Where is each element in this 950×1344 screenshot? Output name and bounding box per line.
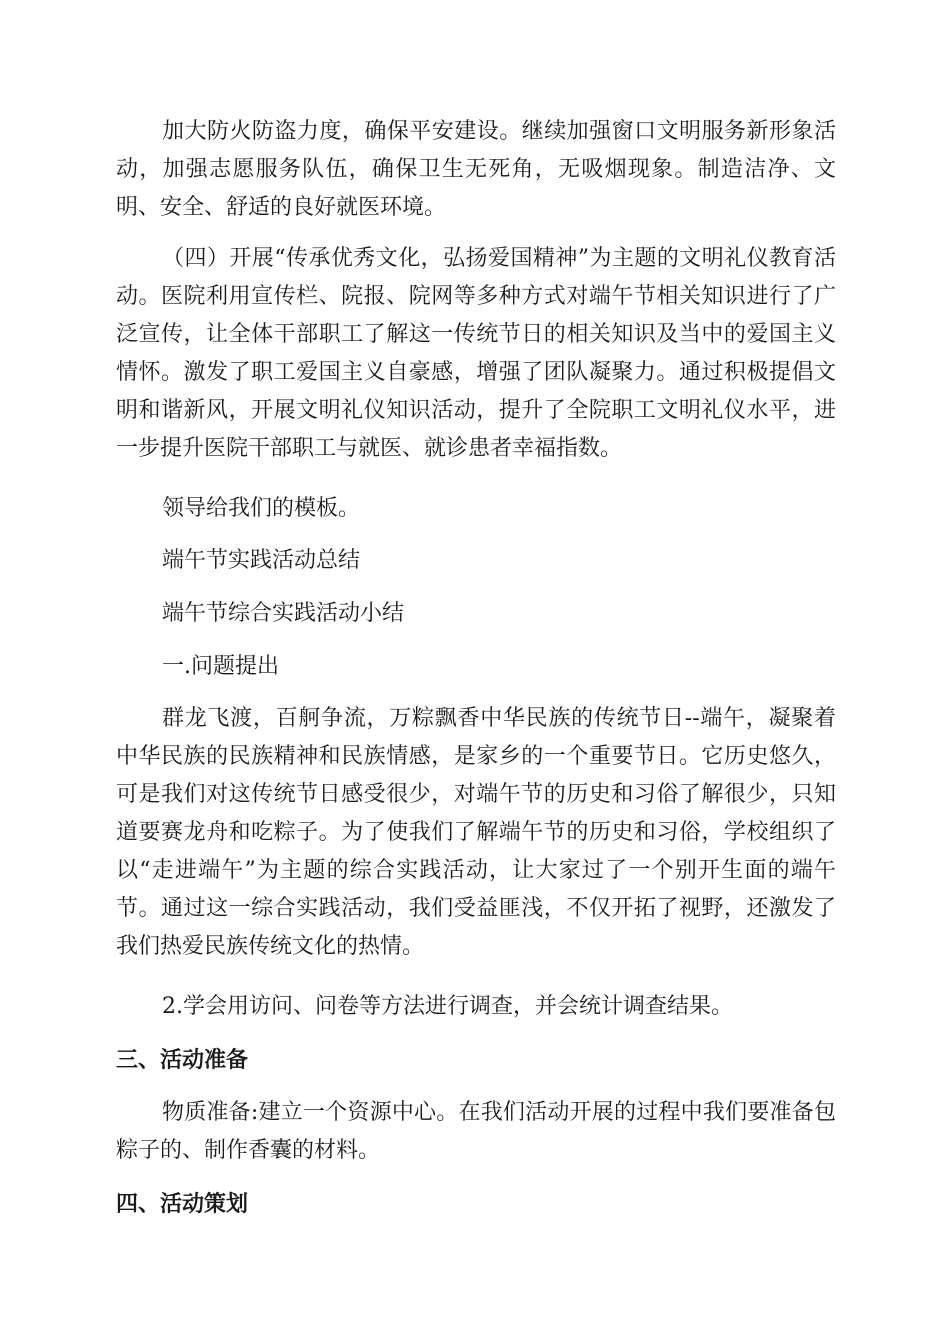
paragraph-etiquette-education: （四）开展“传承优秀文化，弘扬爱国精神”为主题的文明礼仪教育活动。医院利用宣传栏、院报、院网等多种方式对端午节相关知识进行了广泛宣传，让全体干部职工了解这一传统节日的相关知识及当中的爱国主义情怀。激发了职工爱国主义自豪感，增强了团队凝聚力。通过积极提倡文明和谐新风，开展文明礼仪知识活动，提升了全院职工文明礼仪水平，进一步提升医院干部职工与就医、就诊患者幸福指数。 [116, 246, 836, 461]
paragraph-survey-method: 2.学会用访问、问卷等方法进行调查，并会统计调查结果。 [162, 994, 733, 1019]
heading-activity-plan: 四、活动策划 [116, 1192, 249, 1217]
paragraph-template-note: 领导给我们的模板。 [162, 496, 361, 521]
paragraph-material-prep: 物质准备:建立一个资源中心。在我们活动开展的过程中我们要准备包粽子的、制作香囊的材料。 [116, 1100, 836, 1163]
paragraph-practice-summary-title: 端午节实践活动总结 [162, 548, 361, 573]
paragraph-comprehensive-summary-title: 端午节综合实践活动小结 [162, 601, 405, 626]
paragraph-safety-environment: 加大防火防盗力度，确保平安建设。继续加强窗口文明服务新形象活动，加强志愿服务队伍，确保卫生无死角，无吸烟现象。制造洁净、文明、安全、舒适的良好就医环境。 [116, 119, 836, 220]
paragraph-problem-raised: 一.问题提出 [162, 654, 279, 679]
heading-activity-prep: 三、活动准备 [116, 1048, 249, 1073]
paragraph-festival-intro: 群龙飞渡，百舸争流，万粽飘香中华民族的传统节日--端午，凝聚着中华民族的民族精神和民族情感，是家乡的一个重要节日。它历史悠久，可是我们对这传统节日感受很少，对端午节的历史和习俗了解很少，只知道要赛龙舟和吃粽子。为了使我们了解端午节的历史和习俗，学校组织了以“走进端午”为主题的综合实践活动，让大家过了一个别开生面的端午节。通过这一综合实践活动，我们受益匪浅，不仅开拓了视野，还激发了我们热爱民族传统文化的热情。 [116, 706, 836, 959]
